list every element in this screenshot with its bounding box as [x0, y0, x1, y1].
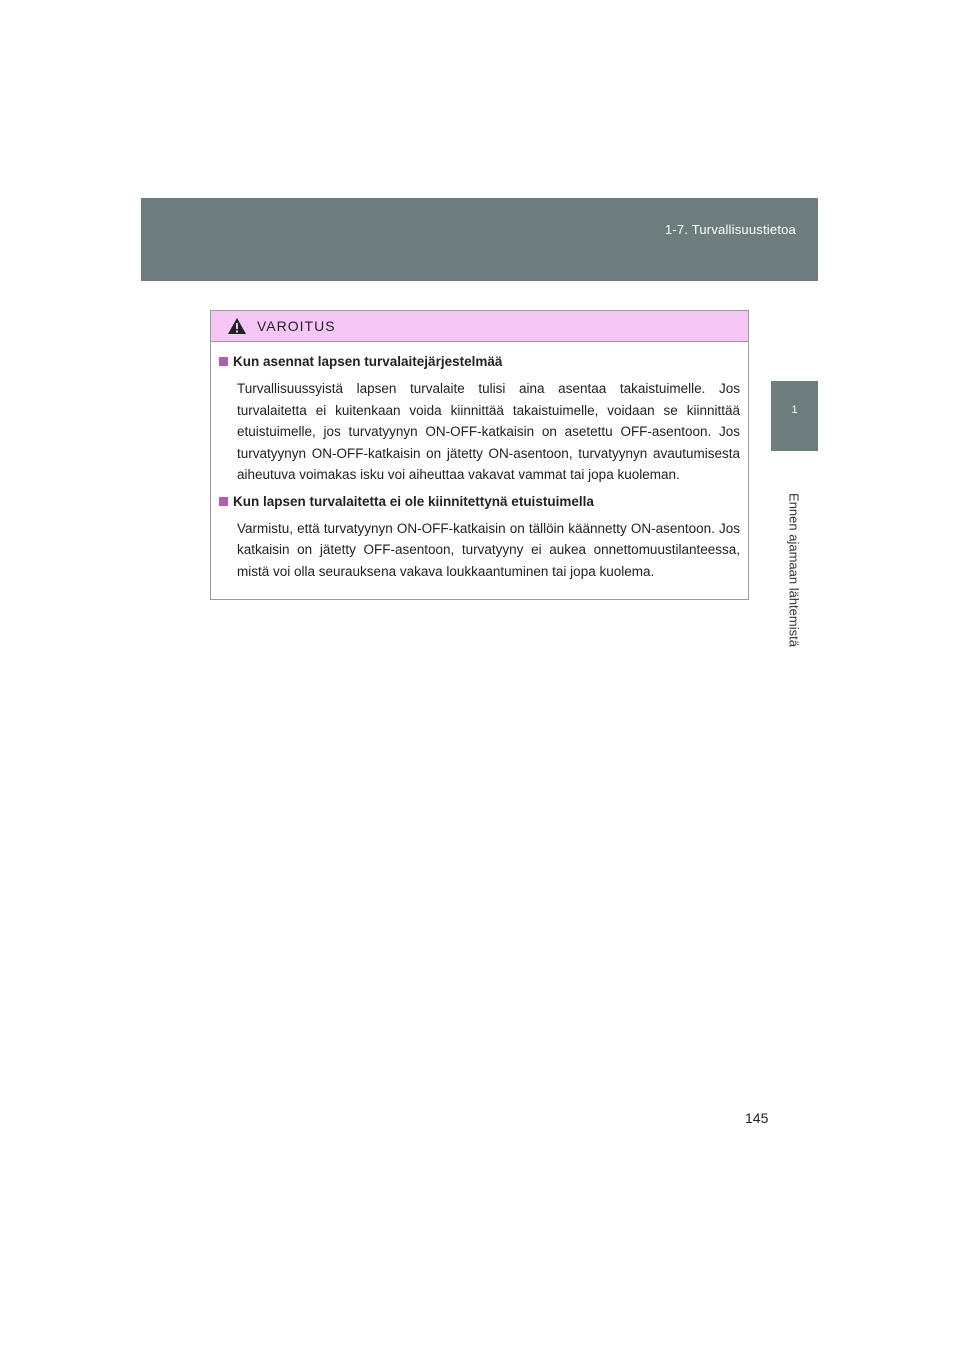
chapter-label: Ennen ajamaan lähtemistä — [786, 493, 802, 647]
chapter-tab — [771, 381, 818, 451]
square-bullet-icon — [219, 497, 228, 506]
header-band — [141, 198, 818, 281]
warning-item-heading — [219, 494, 740, 509]
warning-item-heading — [219, 354, 740, 369]
warning-item-heading-text: Kun lapsen turvalaitetta ei ole kiinnitettynä etuistuimella — [233, 493, 594, 509]
warning-header — [211, 311, 748, 342]
section-title: 1-7. Turvallisuustietoa — [664, 222, 796, 237]
warning-body — [211, 342, 748, 582]
warning-title: VAROITUS — [257, 318, 336, 334]
square-bullet-icon — [219, 357, 228, 366]
warning-triangle-icon — [227, 317, 247, 335]
page-number: 145 — [745, 1110, 769, 1126]
chapter-number: 1 — [791, 404, 798, 416]
warning-item-heading-text: Kun asennat lapsen turvalaitejärjestelmää — [233, 354, 503, 369]
warning-item-text: Varmistu, että turvatyynyn ON-OFF-katkaisin on tällöin käännetty ON-asentoon. Jos katkaisin on jätetty OFF-asentoon, turvatyyny ei aukea onnettomuustilanteessa, mistä voi olla seurauksena vakava loukkaantuminen tai jopa kuolema. — [237, 520, 740, 579]
warning-box — [210, 310, 749, 600]
warning-item-text: Turvallisuussyistä lapsen turvalaite tulisi aina asentaa takaistuimelle. Jos turvalaitetta ei kuitenkaan voida kiinnittää takaistuimelle, voidaan se kiinnittää etuistuimelle, jos turvatyynyn ON-OFF-katkaisin on asetettu OFF-asentoon. Jos turvatyynyn ON-OFF-katkaisin on jätetty ON-asentoon, turvatyynyn avautumisesta aiheutuva voimakas isku voi aiheuttaa vakavat vammat tai jopa kuoleman. — [237, 381, 740, 482]
